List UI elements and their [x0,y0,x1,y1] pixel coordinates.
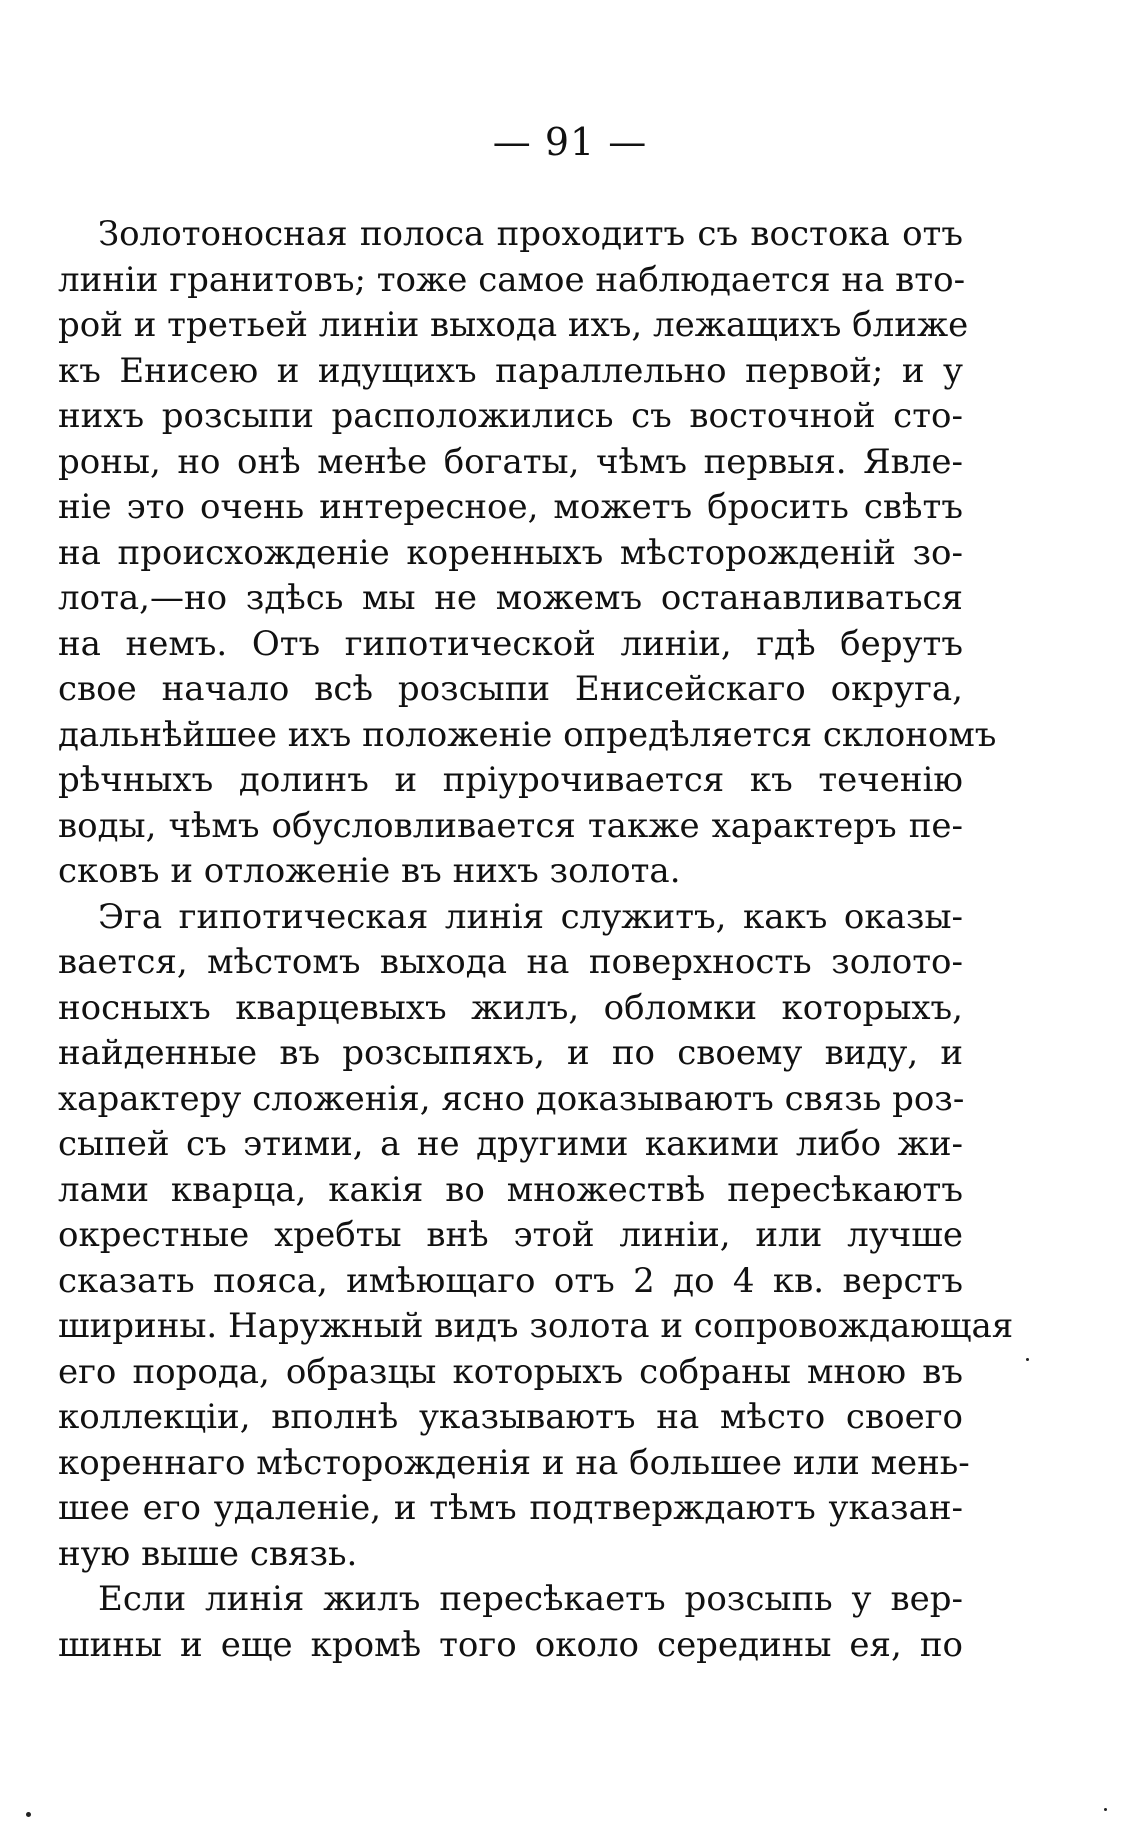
text-line: къ Енисею и идущихъ параллельно первой; и у [58,350,963,391]
text-line: окрестные хребты внѣ этой линіи, или лучше [58,1215,963,1255]
text-line: линіи гранитовъ; тоже самое наблюдается на вто- [58,259,966,300]
text-line: кореннаго мѣсторожденія и на большее или мень- [58,1442,970,1483]
text-line: вается, мѣстомъ выхода на поверхность золото- [58,942,963,982]
text-line: воды, чѣмъ обусловливается также характеръ пе- [58,805,963,846]
body-text [58,212,1014,1668]
text-line: роны, но онѣ менѣе богаты, чѣмъ первыя. Явле- [58,441,963,482]
text-line: нихъ розсыпи расположились съ восточной сто- [58,396,963,436]
text-line: лота,—но здѣсь мы не можемъ останавливаться [58,578,963,618]
text-line: рѣчныхъ долинъ и пріурочивается къ теченію [58,760,963,800]
scan-speck [1026,1358,1029,1361]
text-line: характеру сложенія, ясно доказываютъ связь роз- [58,1078,965,1119]
text-line: коллекціи, вполнѣ указываютъ на мѣсто своего [58,1397,963,1437]
text-line: дальнѣйшее ихъ положеніе опредѣляется склономъ [58,714,997,755]
paragraph-1 [58,212,997,895]
text-line: шее его удаленіе, и тѣмъ подтверждаютъ указан- [58,1488,963,1528]
scan-speck [26,1812,31,1817]
text-line: свое начало всѣ розсыпи Енисейскаго округа, [58,669,963,709]
text-line: сыпей съ этими, а не другими какими либо жи- [58,1124,963,1164]
paragraph-2 [58,895,1014,1578]
text-line: Если линія жилъ пересѣкаетъ розсыпь у вер- [98,1579,963,1619]
scan-speck [1104,1808,1107,1811]
page-number: — 91 — [492,120,648,164]
text-line: Эга гипотическая линія служитъ, какъ оказы- [98,896,963,937]
text-line: найденные въ розсыпяхъ, и по своему виду, и [58,1033,963,1073]
text-line: сказать пояса, имѣющаго отъ 2 до 4 кв. верстъ [58,1260,963,1301]
text-line: ную выше связь. [58,1533,358,1574]
text-line: носныхъ кварцевыхъ жилъ, обломки которыхъ, [58,987,963,1028]
text-line: шины и еще кромѣ того около середины ея, по [58,1624,963,1665]
text-line: ширины. Наружный видъ золота и сопровождающая [58,1306,1014,1346]
text-line: сковъ и отложеніе въ нихъ золота. [58,851,681,891]
text-line: на происхожденіе коренныхъ мѣсторожденій зо- [58,532,963,573]
text-line: рой и третьей линіи выхода ихъ, лежащихъ ближе [58,305,969,345]
text-line: лами кварца, какія во множествѣ пересѣкаютъ [58,1169,963,1210]
text-line: ніе это очень интересное, можетъ бросить свѣтъ [58,487,963,527]
text-line: его порода, образцы которыхъ собраны мною въ [58,1351,963,1392]
paragraph-3 [58,1577,963,1668]
text-line: Золотоносная полоса проходитъ съ востока отъ [98,214,963,254]
text-line: на немъ. Отъ гипотической линіи, гдѣ берутъ [58,623,963,664]
